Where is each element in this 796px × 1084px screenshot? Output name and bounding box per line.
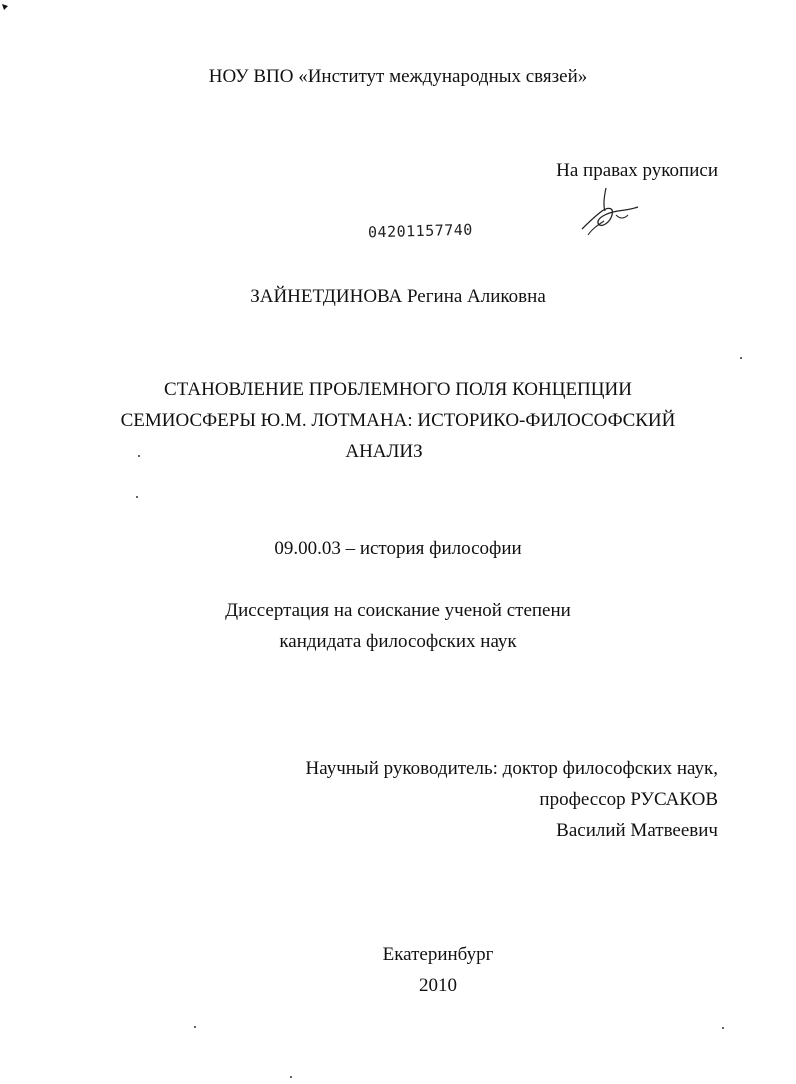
supervisor-line-2: профессор РУСАКОВ bbox=[539, 789, 718, 810]
signature-icon bbox=[578, 185, 648, 240]
city-name: Екатеринбург bbox=[382, 944, 494, 965]
title-line-1: СТАНОВЛЕНИЕ ПРОБЛЕМНОГО ПОЛЯ КОНЦЕПЦИИ bbox=[164, 379, 632, 400]
author-name: ЗАЙНЕТДИНОВА Регина Аликовна bbox=[250, 286, 546, 307]
scan-speck bbox=[194, 1026, 196, 1028]
supervisor-line-1: Научный руководитель: доктор философских наук, bbox=[305, 758, 718, 779]
degree-line-2: кандидата философских наук bbox=[279, 631, 517, 652]
scan-speck bbox=[722, 1027, 724, 1029]
institution-name: НОУ ВПО «Институт международных связей» bbox=[208, 66, 588, 87]
title-line-3: АНАЛИЗ bbox=[345, 441, 423, 462]
supervisor-line-3: Василий Матвеевич bbox=[556, 820, 718, 841]
registration-number: 04201157740 bbox=[367, 220, 474, 242]
degree-line-1: Диссертация на соискание ученой степени bbox=[225, 600, 571, 621]
scan-speck bbox=[290, 1076, 292, 1078]
publication-year: 2010 bbox=[419, 975, 457, 996]
scan-speck bbox=[138, 455, 140, 457]
title-line-2: СЕМИОСФЕРЫ Ю.М. ЛОТМАНА: ИСТОРИКО-ФИЛОСОФСКИЙ bbox=[120, 410, 676, 431]
corner-mark-icon bbox=[2, 4, 8, 10]
scan-speck bbox=[740, 357, 742, 359]
manuscript-rights-note: На правах рукописи bbox=[556, 160, 718, 181]
scan-speck bbox=[136, 496, 138, 498]
specialty-code: 09.00.03 – история философии bbox=[274, 538, 522, 559]
